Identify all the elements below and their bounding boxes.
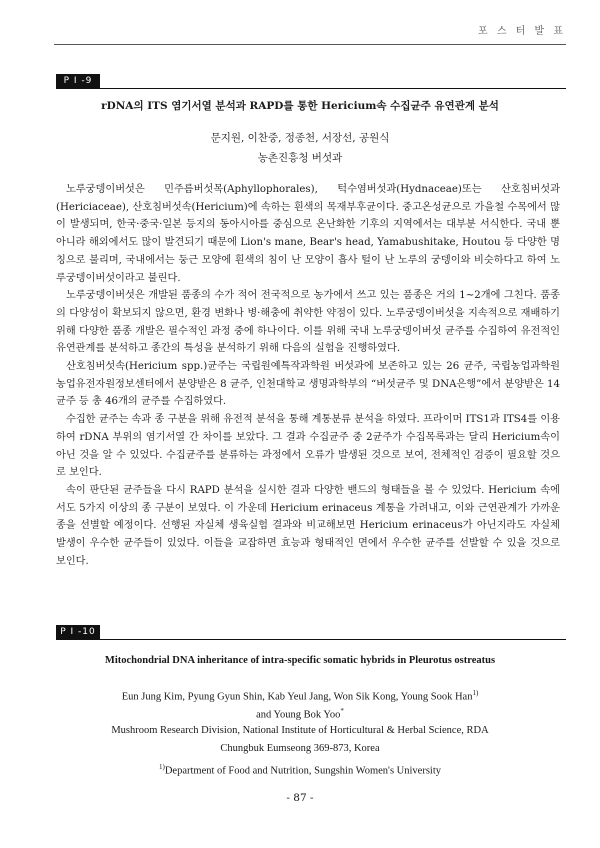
page-number: - 87 -: [286, 792, 314, 804]
body-paragraph: 산호침버섯속(Hericium spp.)균주는 국립원예특작과학원 버섯과에 보존하고 있는 26 균주, 국립농업과학원 농업유전자원정보센터에서 분양받은 8 균주, 인천대학교 생명과학부의 “버섯균주 및 DNA은행”에서 분양받은 14균주 등 총 46개의 균주를 수집하였다.: [56, 361, 560, 408]
body-paragraph: 수집한 균주는 속과 종 구분을 위해 유전적 분석을 통해 계통분류 분석을 하였다. 프라이머 ITS1과 ITS4를 이용하여 rDNA 부위의 염기서열 간 차이를 보았다. 그 결과 수집균주 중 2균주가 수집목록과는 달리 Hericium속이 아닌 것을 알 수 있었다. 수집균주를 분류하는 과정에서 오류가 발생된 것으로 보여, 전체적인 검증이 필요할 것으로 보인다.: [56, 414, 561, 479]
section-title: Mitochondrial DNA inheritance of intra-specific somatic hybrids in Pleurotus ostreatus: [104, 655, 496, 666]
section-body: [56, 181, 560, 570]
authors-line-2: and Young Bok Yoo: [256, 709, 341, 721]
authors-line-1: Eun Jung Kim, Pyung Gyun Shin, Kab Yeul Jang, Won Sik Kong, Young Sook Han: [121, 691, 473, 703]
body-paragraph: 노루궁뎅이버섯은 민주름버섯목(Aphyllophorales), 턱수염버섯과(Hydnaceae)또는 산호침버섯과(Hericiaceae), 산호침버섯속(Hericium)에 속하는 흰색의 목재부후균이다. 중고온성균으로 가을철 수목에서 많이 발생되며, 한국·중국·일본 등지의 동아시아를 중심으로 온난화한 기후의 지역에서는 대부분 서식한다. 국내 뿐 아니라 해외에서도 많이 발견되기 때문에 Lion's mane, Bear's head, Yamabushitake, Houtou 등 다양한 명칭으로 불리며, 국내에서는 둥근 모양에 흰색의 침이 난 모양이 흡사 털이 난 노루의 궁뎅이와 비슷하다고 하여 노루궁뎅이버섯이라고 불린다.: [56, 184, 560, 284]
header-label: 포 스 터 발 표: [477, 26, 566, 37]
section-affiliation: 농촌진흥청 버섯과: [257, 152, 343, 164]
section-rule: [56, 88, 566, 89]
section-tag: P I -10: [56, 625, 100, 639]
affiliation-line-2: Chungbuk Eumseong 369-873, Korea: [220, 743, 380, 754]
body-paragraph: 노루궁뎅이버섯은 개발된 품종의 수가 적어 전국적으로 농가에서 쓰고 있는 품종은 거의 1∼2개에 그친다. 품종의 다양성이 확보되지 않으면, 환경 변화나 병·해충에 취약한 약점이 있다. 노루궁뎅이버섯을 지속적으로 재배하기 위해 다양한 품종 개발은 필수적인 과정 중에 하나이다. 이를 위해 국내 노루궁뎅이버섯 균주를 수집하여 유전적인 유연관계를 분석하고 종간의 특성을 분석하기 위해 다음의 실험을 진행하였다.: [56, 290, 560, 355]
header-rule: [54, 44, 566, 45]
affiliation-superscript: 1): [158, 763, 165, 771]
section-rule: [56, 639, 566, 640]
body-paragraph: 속이 판단된 균주들을 다시 RAPD 분석을 실시한 결과 다양한 밴드의 형태들을 볼 수 있었다. Hericium 속에서도 5가지 이상의 종 구분이 보였다. 이 가운데 Hericium erinaceus 계통을 가려내고, 이와 근연관계가 가까운 종을 선별할 예정이다. 선행된 자실체 생육실험 결과와 비교해보면 Hericium erinaceus가 아닌지라도 자실체 발생이 우수한 균주들이 있었다. 이들을 교잡하면 효능과 형태적인 면에서 우수한 균주를 선발할 수 있을 것으로 보인다.: [56, 484, 560, 567]
affiliation-line-3: [40, 758, 560, 781]
author-superscript: *: [340, 707, 344, 715]
section-authors: 문지원, 이찬중, 정종천, 서장선, 공원식: [210, 132, 390, 144]
section-tag: P I -9: [56, 74, 100, 88]
affiliation-line-1: Mushroom Research Division, National Institute of Horticultural & Herbal Science, RDA: [111, 725, 489, 736]
author-superscript: 1): [472, 689, 479, 697]
affiliation-text: Department of Food and Nutrition, Sungshin Women's University: [164, 765, 441, 777]
section-title: rDNA의 ITS 염기서열 분석과 RAPD를 통한 Hericium속 수집균주 유연관계 분석: [101, 100, 499, 112]
